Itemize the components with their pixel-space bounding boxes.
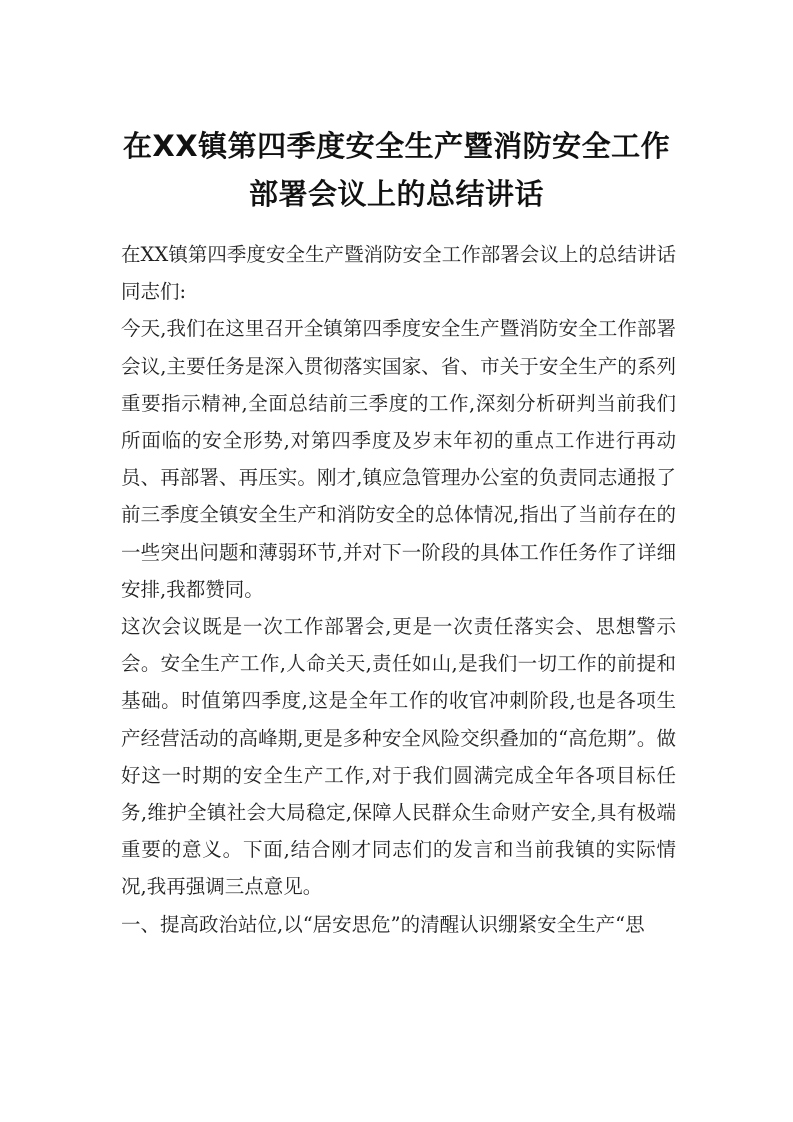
paragraph-significance: 这次会议既是一次工作部署会,更是一次责任落实会、思想警示会。安全生产工作,人命关天,责任如山,是我们一切工作的前提和基础。时值第四季度,这是全年工作的收官冲刺阶段,也是各项生产经营活动的高峰期,更是多种安全风险交织叠加的“高危期”。做好这一时期的安全生产工作,对于我们圆满完成全年各项目标任务,维护全镇社会大局稳定,保障人民群众生命财产安全,具有极端重要的意义。下面,结合刚才同志们的发言和当前我镇的实际情况,我再强调三点意见。 xyxy=(121,615,676,899)
document-title-line-2: 部署会议上的总结讲话 xyxy=(248,177,544,211)
paragraph-introduction: 今天,我们在这里召开全镇第四季度安全生产暨消防安全工作部署会议,主要任务是深入贯彻落实国家、省、市关于安全生产的系列重要指示精神,全面总结前三季度的工作,深刻分析研判当前我们所面临的安全形势,对第四季度及岁末年初的重点工作进行再动员、再部署、再压实。刚才,镇应急管理办公室的负责同志通报了前三季度全镇安全生产和消防安全的总体情况,指出了当前存在的一些突出问题和薄弱环节,并对下一阶段的具体工作任务作了详细安排,我都赞同。 xyxy=(121,317,676,601)
paragraph-opening: 在XX镇第四季度安全生产暨消防安全工作部署会议上的总结讲话同志们: xyxy=(121,243,676,304)
document-title-line-1: 在XX镇第四季度安全生产暨消防安全工作 xyxy=(122,129,671,163)
document-body xyxy=(121,236,676,943)
section-heading-one: 一、提高政治站位,以“居安思危”的清醒认识绷紧安全生产“思 xyxy=(121,912,645,936)
